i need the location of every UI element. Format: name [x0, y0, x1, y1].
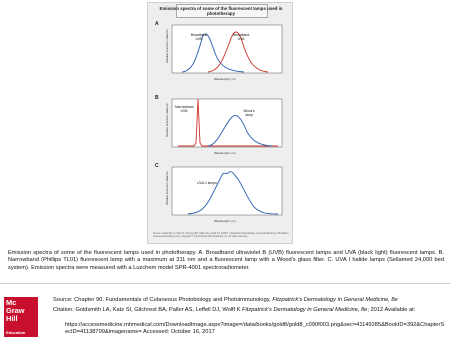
- footer-divider: [0, 283, 450, 284]
- logo-line-2: Graw: [6, 306, 25, 315]
- panel-letter-c: C: [155, 163, 159, 169]
- source-line: [53, 297, 445, 304]
- source-book: Fitzpatrick's Dermatology in General Medicine, 8e: [272, 297, 398, 303]
- logo-line-1: Mc: [6, 298, 17, 307]
- label-broadband-uva: Broadband UVA: [232, 33, 250, 41]
- panel-letter-a: A: [155, 21, 159, 27]
- citation-line: [53, 307, 445, 314]
- publisher-logo: [4, 297, 38, 337]
- xlabel-b: Wavelength, nm: [214, 151, 236, 155]
- label-uva1-lamps: UVA-1 lamps: [197, 181, 217, 185]
- label-broadband-uvb: Broadband UVB: [190, 33, 208, 41]
- citation-prefix: Citation: Goldsmith LA, Katz SI, Gilchrest BA, Paller AS, Leffell DJ, Wolff K: [53, 307, 243, 313]
- citation-url[interactable]: https://accessmedicine.mhmedical.com/DownloadImage.aspx?image=/data/books/gold8/gold8_c090f003.png&sec=41149285&BookID=392&ChapterSecID=41138799&imagename= Accessed: October 16, 2017: [65, 322, 445, 336]
- citation-suffix: ; 2012 Available at:: [367, 307, 416, 313]
- panel-b: [148, 95, 294, 163]
- panel-letter-b: B: [155, 95, 159, 101]
- xlabel-a: Wavelength, nm: [214, 77, 236, 81]
- figure-copyright: Source: Goldsmith LA, Katz SI, Gilchrest BA, Paller AS, Leffell DJ, Wolff K. Fitzpatrick's Dermatology in General Medicine, 8th Edition. www.accessmedicine.com. Copyright © The McGraw-Hill Companies, Inc. All rights reserved.: [153, 233, 290, 238]
- figure-caption: Emission spectra of some of the fluorescent lamps used in phototherapy. A. Broadband ultraviolet B (UVB) fluorescent lamps and UVA (black light) fluorescent lamps. B. Narrowband (Phillips TL01) fluorescent lamp with a maximum at 311 nm and a fluorescent lamp with a Wood's glass filter. C. UVA I halide lamps (Sellamed 24,000 bed system). Emission spectra were measured with a Luzchem model SPR-4001 spectroradiometer.: [8, 250, 444, 271]
- panel-a: [148, 21, 294, 89]
- source-prefix: Source: Chapter 90. Fundamentals of Cutaneous Photobiology and Photoimmunology,: [53, 297, 273, 303]
- ylabel-a: Relative spectral irradiance: [165, 29, 169, 63]
- ylabel-c: Relative spectral irradiance: [165, 171, 169, 205]
- label-narrowband-uvb: Narrowband UVB: [175, 105, 194, 113]
- logo-line-3: Hill: [6, 314, 18, 323]
- xlabel-c: Wavelength, nm: [214, 219, 236, 223]
- figure-title: Emission spectra of some of the fluorescent lamps used in phototherapy: [159, 6, 283, 16]
- figure: [147, 2, 293, 244]
- ylabel-b: Relative spectral irradiance: [165, 103, 169, 137]
- logo-line-4: Education: [6, 330, 26, 335]
- panel-c: [148, 163, 294, 231]
- citation-book: Fitzpatrick's Dermatology in General Medicine, 8e: [242, 307, 368, 313]
- label-woods-lamp: Wood's lamp: [243, 109, 255, 117]
